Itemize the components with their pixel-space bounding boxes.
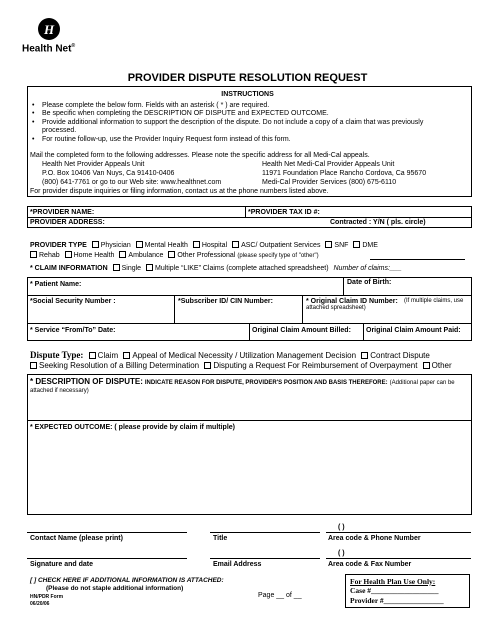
subscriber-id-field[interactable]: *Subscriber ID/ CIN Number: [178,298,273,305]
orig-claim-id-field[interactable]: * Original Claim ID Number: [306,298,398,305]
phone-paren: ( ) [338,524,345,531]
provider-number-field[interactable]: Provider #________________ [350,596,444,605]
address-left-line2: P.O. Box 10406 Van Nuys, Ca 91410-0406 [42,170,175,177]
instruction-bullet: • Provide additional information to support the description of the dispute. Do not include a copy of a claim that was previously processed. [30,119,458,136]
expected-outcome-label: * EXPECTED OUTCOME: ( please provide by claim if multiple) [30,424,235,431]
home-health-checkbox[interactable] [65,251,72,258]
instructions-heading: INSTRUCTIONS [221,91,274,98]
attachment-note: (Please do not staple additional information) [46,585,184,592]
hospital-checkbox[interactable] [193,241,200,248]
attachment-check[interactable]: [ ] CHECK HERE IF ADDITIONAL INFORMATION IS ATTACHED: [30,577,224,584]
inquiry-contact-line: For provider dispute inquiries or filing information, contact us at the phone numbers listed above. [30,188,329,195]
description-label: * DESCRIPTION OF DISPUTE: INDICATE REASON FOR DISPUTE, PROVIDER'S POSITION AND BASIS THEREFORE: (Additional paper can be attached if necessary) [30,377,455,395]
address-left-line1: Health Net Provider Appeals Unit [42,161,145,168]
page-number: Page __ of __ [258,592,302,599]
snf-checkbox[interactable] [325,241,332,248]
claim-info-label: * CLAIM INFORMATION [30,265,108,272]
case-number-field[interactable]: Case #__________________ [350,586,439,595]
title-field[interactable]: Title [213,535,228,542]
other-note: (please specify type of "other") [237,253,319,259]
provider-type-row2: Rehab Home Health Ambulance Other Professional (please specify type of "other") [27,251,319,260]
address-right-line3: Medi-Cal Provider Services (800) 675-6110 [262,179,397,186]
instruction-bullet: • Please complete the below form. Fields with an asterisk ( * ) are required. [30,102,470,110]
expected-outcome-box[interactable] [27,420,472,515]
email-field[interactable]: Email Address [213,561,262,568]
claim-info-row: * CLAIM INFORMATION Single Multiple “LIKE” Claims (complete attached spreadsheet) Number of claims:___ [30,265,402,272]
claim-dispute-checkbox[interactable] [89,352,96,359]
single-claim-checkbox[interactable] [113,264,120,271]
overpayment-checkbox[interactable] [204,362,211,369]
billing-determination-checkbox[interactable] [30,362,37,369]
form-date: 06/20/06 [30,601,50,607]
contract-dispute-checkbox[interactable] [361,352,368,359]
mail-instructions: Mail the completed form to the following addresses. Please note the specific address for all Medi-Cal appeals. [30,152,370,159]
health-plan-use-label: For Health Plan Use Only: [350,577,436,586]
dme-checkbox[interactable] [353,241,360,248]
orig-claim-note: (If multiple claims, use attached spreadsheet) [306,298,464,312]
service-date-field[interactable]: * Service “From/To” Date: [30,327,116,334]
ambulance-checkbox[interactable] [119,251,126,258]
patient-name-field[interactable]: * Patient Name: [30,281,82,288]
physician-checkbox[interactable] [92,241,99,248]
address-right-line1: Health Net Medi-Cal Provider Appeals Unit [262,161,395,168]
form-id: HN/PDR Form [30,594,64,600]
dispute-type-label: Dispute Type: [30,350,84,360]
ssn-field[interactable]: *Social Security Number : [30,298,116,305]
dob-field[interactable]: Date of Birth: [347,279,392,286]
contracted-field[interactable]: Contracted : Y/N ( pls. circle) [330,219,426,226]
signature-date-field[interactable]: Signature and date [30,561,94,568]
asc-checkbox[interactable] [232,241,239,248]
phone-field[interactable]: Area code & Phone Number [328,535,421,542]
form-title: PROVIDER DISPUTE RESOLUTION REQUEST [127,72,368,84]
address-left-line3: (800) 641-7761 or go to our Web site: www.healthnet.com [42,179,222,186]
provider-type-label: PROVIDER TYPE [30,242,87,249]
address-right-line2: 11971 Foundation Place Rancho Cordova, Ca 95670 [262,170,427,177]
rehab-checkbox[interactable] [30,251,37,258]
fax-paren: ( ) [338,550,345,557]
amount-billed-field[interactable]: Original Claim Amount Billed: [252,327,351,334]
instruction-bullet: • For routine follow-up, use the Provider Inquiry Request form instead of this form. [30,136,470,144]
other-dispute-checkbox[interactable] [423,362,430,369]
provider-tax-id-field[interactable]: *PROVIDER TAX ID #: [248,209,320,216]
logo-letter: H [44,22,55,37]
amount-paid-field[interactable]: Original Claim Amount Paid: [366,327,461,334]
appeal-checkbox[interactable] [123,352,130,359]
provider-type-row1: PROVIDER TYPE Physician Mental Health Hospital ASC/ Outpatient Services SNF DME [30,242,378,249]
provider-name-field[interactable]: *PROVIDER NAME: [30,209,95,216]
instructions-list [30,102,470,144]
dispute-type-row1: Dispute Type: Claim Appeal of Medical Necessity / Utilization Management Decision Contract Dispute [30,350,430,360]
fax-field[interactable]: Area code & Fax Number [328,561,412,568]
provider-address-field[interactable]: PROVIDER ADDRESS: [30,219,105,226]
number-of-claims-field[interactable]: Number of claims:___ [333,265,402,272]
multiple-claims-checkbox[interactable] [146,264,153,271]
contact-name-field[interactable]: Contact Name (please print) [30,535,123,542]
other-professional-checkbox[interactable] [168,251,175,258]
dispute-type-row2: Seeking Resolution of a Billing Determination Disputing a Request For Reimbursement of Overpayment Other [27,361,452,371]
mental-health-checkbox[interactable] [136,241,143,248]
logo-wordmark: Health Net® [22,43,76,55]
instruction-bullet: • Be specific when completing the DESCRIPTION OF DISPUTE and EXPECTED OUTCOME. [30,110,470,118]
